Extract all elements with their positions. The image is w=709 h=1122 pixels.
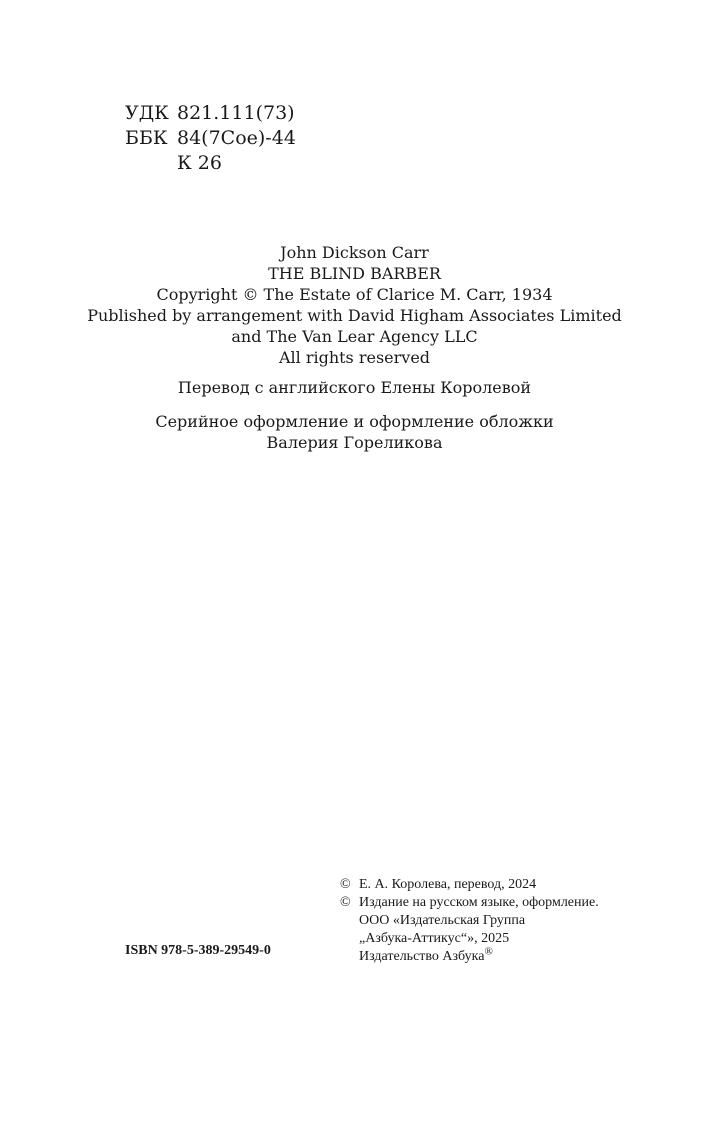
bbk-label: ББК (125, 127, 168, 149)
translator-line: Перевод с английского Елены Королевой (177, 378, 532, 397)
isbn: ISBN 978-5-389-29549-0 (125, 943, 271, 958)
publisher-line-3 (359, 945, 599, 966)
translation-credit (0, 377, 709, 398)
design-line-1: Серийное оформление и оформление обложки (155, 412, 554, 431)
bbk-value: 84(7Сое)-44 (177, 127, 296, 149)
arrangement-line-1: Published by arrangement with David Higham Associates Limited (87, 306, 622, 325)
bbk-row (125, 126, 296, 151)
copyright-symbol-1: © (340, 877, 351, 892)
publisher-line-1: ООО «Издательская Группа (359, 913, 526, 928)
edition-copyright: Издание на русском языке, оформление. (359, 895, 599, 910)
copyright-row-2 (340, 894, 599, 912)
original-credits (0, 242, 709, 368)
arrangement-line-2: and The Van Lear Agency LLC (231, 327, 478, 346)
udk-label: УДК (125, 102, 169, 124)
udk-row (125, 101, 296, 126)
udk-value: 821.111(73) (177, 102, 295, 124)
publisher-line-2: „Азбука-Аттикус“», 2025 (359, 931, 510, 946)
copyright-block (340, 876, 599, 966)
copyright-symbol-2: © (340, 895, 351, 910)
translation-copyright: Е. А. Королева, перевод, 2024 (359, 877, 537, 892)
rights-line: All rights reserved (278, 348, 431, 367)
publisher-name: Издательство Азбука (359, 949, 485, 964)
classification-codes (125, 101, 296, 176)
author-name: John Dickson Carr (280, 243, 429, 262)
copyright-line: Copyright © The Estate of Clarice M. Carr, 1934 (156, 285, 553, 304)
original-title: THE BLIND BARBER (268, 264, 441, 283)
registered-mark: ® (484, 945, 493, 958)
design-credit (0, 411, 709, 453)
author-mark-row (125, 151, 296, 176)
copyright-row-1 (340, 876, 599, 894)
author-mark: К 26 (177, 152, 222, 174)
design-line-2: Валерия Гореликова (266, 433, 443, 452)
